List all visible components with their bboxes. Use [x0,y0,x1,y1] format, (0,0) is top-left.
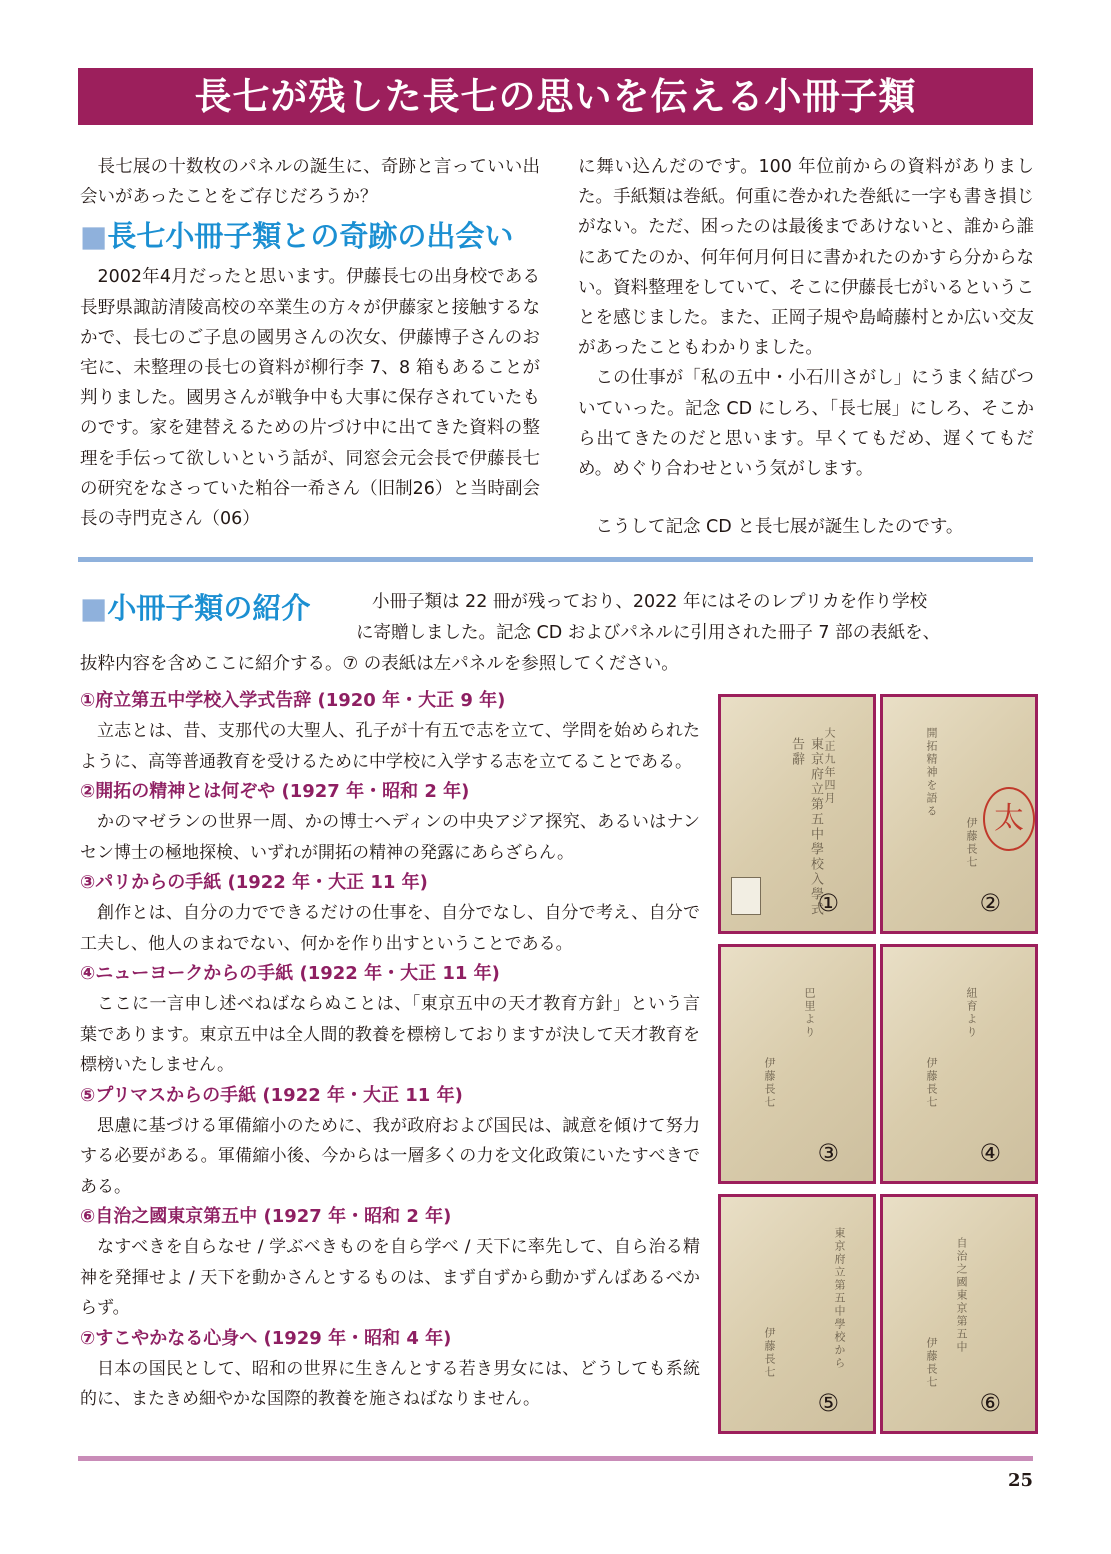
cover-title: 東京府立第五中學校から [833,1227,846,1370]
booklets-intro-line1: 小冊子類は 22 冊が残っており、2022 年にはそのレプリカを作り学校 [372,592,928,612]
list-item [80,1202,700,1324]
list-item [80,1324,700,1415]
heading-square-icon: ■ [80,591,108,625]
booklet-excerpt: なすべきを自らなせ / 学ぶべきものを自ら学べ / 天下に率先して、自ら治る精神を発揮せよ / 天下を動かさんとするものは、まず自ずから動かずんばあるべからず。 [80,1237,700,1318]
cover-subtitle: 伊藤長七 [763,1057,776,1109]
booklet-title: ⑥自治之國東京第五中 (1927 年・昭和 2 年) [80,1206,452,1227]
heading-square-icon: ■ [80,219,108,254]
library-label [731,877,761,915]
cd-paragraph: この仕事が「私の五中・小石川さがし」にうまく結びついていった。記念 CD にしろ、「長七展」にしろ、そこから出てきたのだと思います。早くてもだめ、遅くてもだめ。めぐり合わせという気がします。 [578,368,1034,480]
encounter-paragraph: 2002年4月だったと思います。伊藤長七の出身校である長野県諏訪清陵高校の卒業生の方々が伊藤家と接触するなかで、長七のご子息の國男さんの次女、伊藤博子さんのお宅に、未整理の長七の資料が柳行李 7、8 箱もあることが判りました。國男さんが戦争中も大事に保存されていたものです。家を建替えるための片づけ中に出てきた資料の整理を手伝って欲しいという話が、同窓会元会長で伊藤長七の研究をなさっていた粕谷一希さん（旧制26）と当時副会長の寺門克さん（06） [80,267,540,530]
booklet-title: ①府立第五中学校入学式告辞 (1920 年・大正 9 年) [80,690,506,711]
cover-title: 自治之國東京第五中 [955,1237,968,1354]
photo-number: ① [817,889,839,917]
list-item [80,959,700,1081]
booklet-title: ④ニューヨークからの手紙 (1922 年・大正 11 年) [80,963,500,984]
cover-title: 巴里より [803,987,816,1039]
booklet-title: ③パリからの手紙 (1922 年・大正 11 年) [80,872,428,893]
section-heading-text: 長七小冊子類との奇跡の出会い [107,219,514,254]
cover-title: 開拓精神を語る [925,727,938,818]
booklet-cover-photo-4 [880,944,1038,1184]
cover-subtitle: 伊藤長七 [925,1057,938,1109]
booklet-title: ⑦すこやかなる心身へ (1929 年・昭和 4 年) [80,1327,452,1349]
left-column [80,152,540,534]
list-item [80,1081,700,1203]
intro-paragraph: 長七展の十数枚のパネルの誕生に、奇跡と言っていい出会いがあったことをご存じだろうか？ [80,157,540,208]
photo-number: ④ [979,1139,1001,1167]
booklet-excerpt: 立志とは、昔、支那代の大聖人、孔子が十有五で志を立て、学問を始められたように、高等普通教育を受けるために中学校に入学する志を立てることである。 [80,721,700,772]
cover-subtitle: 伊藤長七 [925,1337,938,1389]
list-item [80,777,700,868]
cover-subtitle: 伊藤長七 [965,817,978,869]
booklets-intro-line2: に寄贈しました。記念 CD およびパネルに引用された冊子 7 部の表紙を、 [356,623,941,643]
booklet-cover-photo-5 [718,1194,876,1434]
list-item [80,686,700,777]
page-title: 長七が残した長七の思いを伝える小冊子類 [78,68,1033,125]
cover-title: 東京府立第五中學校入學式告辭 [789,737,823,917]
photo-number: ② [979,889,1001,917]
red-stamp-mark: 太 [983,787,1035,851]
booklet-excerpt: 日本の国民として、昭和の世界に生きんとする若き男女には、どうしても系統的に、またきめ細やかな国際的教養を施さねばなりません。 [80,1358,700,1409]
section-heading-text: 小冊子類の紹介 [107,591,311,625]
footer-divider [78,1456,1033,1461]
section-heading-encounter [80,216,540,256]
booklet-excerpt: 創作とは、自分の力でできるだけの仕事を、自分でなし、自分で考え、自分で工夫し、他人のまねでない、何かを作り出すということである。 [80,903,700,954]
closing-paragraph: こうして記念 CD と長七展が誕生したのです。 [595,517,964,538]
photo-number: ③ [817,1139,839,1167]
booklet-cover-photo-2 [880,694,1038,934]
cover-title: 紐育より [965,987,978,1039]
booklet-title: ⑤プリマスからの手紙 (1922 年・大正 11 年) [80,1084,463,1106]
booklet-cover-photo-1 [718,694,876,934]
page-number: 25 [1007,1470,1033,1491]
booklet-list [80,686,700,1415]
booklet-cover-photo-6 [880,1194,1038,1434]
booklet-cover-photo-3 [718,944,876,1184]
booklet-excerpt: 思慮に基づける軍備縮小のために、我が政府および国民は、誠意を傾けて努力する必要がある。軍備縮小後、今からは一層多くの力を文化政策にいたすべきである。 [80,1115,700,1197]
section-divider [78,557,1033,562]
cover-subtitle: 伊藤長七 [763,1327,776,1379]
cover-subtitle: 大正九年四月 [823,727,836,805]
booklet-title: ②開拓の精神とは何ぞや (1927 年・昭和 2 年) [80,781,470,802]
section-heading-booklets [80,588,310,628]
booklet-excerpt: かのマゼランの世界一周、かの博士ヘディンの中央アジア探究、あるいはナンセン博士の極地探検、いずれが開拓の精神の発露にあらざらん。 [80,812,700,863]
booklet-cover-photos [718,694,1038,1434]
list-item [80,868,700,959]
booklet-excerpt: ここに一言申し述べねばならぬことは、「東京五中の天才教育方針」という言葉であります。東京五中は全人間的教養を標榜しておりますが決して天才教育を標榜いたしません。 [80,994,700,1075]
booklets-intro-line3: 抜粋内容を含めここに紹介する。⑦ の表紙は左パネルを参照してください。 [80,654,679,674]
photo-number: ⑤ [817,1389,839,1417]
right-column [578,152,1034,542]
photo-number: ⑥ [979,1389,1001,1417]
continued-paragraph: に舞い込んだのです。100 年位前からの資料がありました。手紙類は巻紙。何重に巻かれた巻紙に一字も書き損じがない。ただ、困ったのは最後まであけないと、誰から誰にあてたのか、何年何月何日に書かれたのかすら分からない。資料整理をしていて、そこに伊藤長七がいるということを感じました。また、正岡子規や島崎藤村とか広い交友があったこともわかりました。 [578,157,1034,359]
